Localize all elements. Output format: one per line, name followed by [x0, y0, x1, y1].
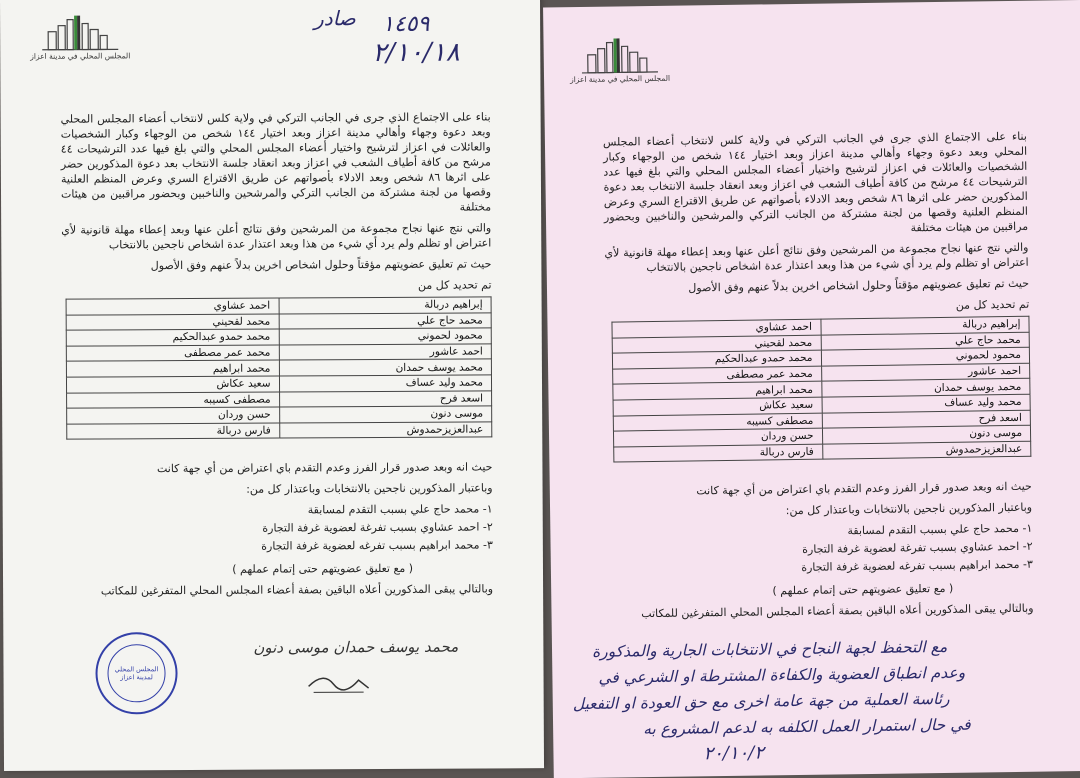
member-name-left-column: سعيد عكاش [613, 397, 822, 416]
member-name-left-column: حسن وردان [613, 428, 822, 447]
member-name-right-column: اسعد فرح [279, 390, 492, 407]
apology-item: ٣- محمد ابراهيم بسبب تفرغه لعضوية غرفة التجارة [63, 538, 493, 555]
member-name-right-column: محمد وليد عساف [822, 394, 1031, 413]
member-name-right-column: اسعد فرح [822, 410, 1031, 429]
member-name-left-column: محمد حمدو عبدالحكيم [66, 329, 279, 346]
suspension-paragraph: حيث تم تعليق عضويتهم مؤقتاً وحلول اشخاص اخرين بدلاً عنهم وفق الأصول [61, 256, 491, 273]
member-name-right-column: موسى دنون [822, 425, 1031, 444]
handwritten-note-date: ٢٠/١٠/٢ [703, 742, 764, 764]
handwritten-sader: صادر [314, 6, 356, 30]
apology-item: ٢- احمد عشاوي بسبب تفرغة لعضوية غرفة التجارة [63, 520, 493, 537]
apologies-intro: وباعتبار المذكورين ناجحين بالانتخابات وباعتذار كل من: [63, 481, 493, 498]
suspension-note: ( مع تعليق عضويتهم حتى إتمام عملهم ) [63, 561, 493, 578]
apology-item: ٣- محمد ابراهيم بسبب تفرغه لعضوية غرفة التجارة [609, 557, 1033, 578]
council-logo [30, 13, 130, 61]
results-paragraph: والتي نتج عنها نجاح مجموعة من المرشحين وفق نتائج أعلن عنها وبعد إعطاء مهلة قانونية لأي اعتراض او تظلم ولم يرد أي شيء من هذا وبعد اعتذار عدة اشخاص ناجحين بالانتخاب [604, 240, 1028, 276]
right-letter-body [603, 129, 1034, 628]
council-logo [569, 36, 670, 84]
member-name-right-column: احمد عاشور [279, 344, 492, 361]
member-name-right-column: محمد حاج علي [821, 332, 1030, 351]
table-row [67, 422, 492, 440]
member-name-right-column: عبدالعزيزحمدوش [279, 422, 492, 439]
member-name-right-column: عبدالعزيزحمدوش [822, 441, 1031, 460]
member-name-left-column: محمد حمدو عبدالحكيم [612, 350, 821, 369]
member-name-right-column: محمد وليد عساف [279, 375, 492, 392]
handwritten-date: ٢/١٠/١٨ [372, 38, 459, 68]
handwritten-reference-number: ١٤٥٩ [382, 12, 429, 37]
member-name-right-column: إبراهيم دربالة [820, 316, 1029, 335]
intro-paragraph: بناء على الاجتماع الذي جرى في الجانب التركي في ولاية كلس لانتخاب أعضاء المجلس المحلي وبعد دعوة وجهاء وأهالي مدينة اعزاز وبعد اختيار ١٤٤ شخص من الوجهاء وكبار الشخصيات والعائلات في اعزاز لترشيح واختيار أعضاء المجلس المحلي والتي بلغ فيها عدد الترشيحات ٤٤ مرشح من كافة أطياف الشعب في اعزاز وبعد انعقاد جلسة الانتخاب بعد دعوة المذكورين حضر على اثرها ٨٦ شخص وبعد الادلاء بأصواتهم عن طريق الاقتراع السري وعرض المنظم العلنية وقصها من لجنة مشتركة من الجانب التركي والمرشحين والناخبين وبحضور مراقبين من هيئات مختلفة [61, 109, 492, 216]
member-name-left-column: سعيد عكاش [66, 376, 279, 393]
member-name-left-column: محمد عمر مصطفى [613, 366, 822, 385]
city-skyline-logo-icon [40, 13, 120, 51]
member-name-right-column: احمد عاشور [821, 363, 1030, 382]
table-row [66, 359, 491, 377]
member-name-right-column: محمود لحموني [279, 328, 492, 345]
member-name-left-column: محمد عمر مصطفى [66, 345, 279, 362]
member-name-right-column: محمود لحموني [821, 347, 1030, 366]
member-name-left-column: حسن وردان [67, 407, 280, 424]
handwritten-note-line: مع التحفظ لجهة النجاح في الانتخابات الجارية والمذكورة [592, 638, 947, 661]
suspension-note: ( مع تعليق عضويتهم حتى إتمام عملهم ) [609, 580, 1033, 601]
closing-paragraph: وبالتالي يبقى المذكورين أعلاه الباقين بصفة أعضاء المجلس المحلي المتفرغين للمكاتب [63, 582, 493, 599]
results-paragraph: والتي نتج عنها نجاح مجموعة من المرشحين وفق نتائج أعلن عنها وبعد إعطاء مهلة قانونية لأي اعتراض او تظلم ولم يرد أي شيء من هذا وبعد اعتذار عدة اشخاص ناجحين بالانتخاب [61, 220, 491, 252]
handwritten-note-line: في حال استمرار العمل الكلفه به لدعم المشروع به [643, 716, 971, 739]
member-name-left-column: محمد لقحيني [612, 335, 821, 354]
official-stamp [95, 632, 177, 714]
right-document-page [543, 0, 1080, 778]
sorting-paragraph: حيث انه وبعد صدور قرار الفرز وعدم التقدم باي اعتراض من أي جهة كانت [608, 479, 1032, 500]
sorting-paragraph: حيث انه وبعد صدور قرار الفرز وعدم التقدم باي اعتراض من أي جهة كانت [62, 460, 492, 477]
handwritten-number [382, 12, 429, 37]
apology-item: ٢- احمد عشاوي بسبب تفرغة لعضوية غرفة التجارة [609, 539, 1033, 560]
intro-paragraph: بناء على الاجتماع الذي جرى في الجانب التركي في ولاية كلس لانتخاب أعضاء المجلس المحلي وبعد دعوة وجهاء وأهالي مدينة اعزاز وبعد اختيار ١٤٤ شخص من الوجهاء وكبار الشخصيات والعائلات في اعزاز لترشيح واختيار أعضاء المجلس المحلي والتي بلغ فيها عدد الترشيحات ٤٤ مرشح من كافة أطياف الشعب في اعزاز وبعد انعقاد جلسة الانتخاب بعد دعوة المذكورين حضر على اثرها ٨٦ شخص وبعد الادلاء بأصواتهم عن طريق الاقتراع السري وعرض المنظم العلنية وقصها من لجنة مشتركة من الجانب التركي والمرشحين والناخبين وبحضور مراقبين من هيئات مختلفة [603, 129, 1028, 240]
left-letter-body [61, 109, 494, 605]
suspension-paragraph: حيث تم تعليق عضويتهم مؤقتاً وحلول اشخاص اخرين بدلاً عنهم وفق الأصول [605, 276, 1029, 297]
left-document-page [0, 0, 544, 771]
handwritten-note-line: رئاسة العملية من جهة عامة اخرى مع حق العودة او التفعيل [573, 690, 950, 713]
logo-caption: المجلس المحلي في مدينة اعزاز [570, 74, 670, 84]
member-name-right-column: إبراهيم دربالة [279, 297, 492, 314]
member-name-right-column: محمد يوسف حمدان [279, 359, 492, 376]
apology-item: ١- محمد حاج علي بسبب التقدم لمسابقة [608, 521, 1032, 542]
apology-item: ١- محمد حاج علي بسبب التقدم لمسابقة [63, 502, 493, 519]
list-intro: تم تحديد كل من [61, 277, 491, 294]
logo-caption: المجلس المحلي في مدينة اعزاز [30, 51, 130, 61]
member-name-left-column: محمد لقحيني [66, 314, 279, 331]
member-name-right-column: محمد يوسف حمدان [821, 379, 1030, 398]
members-table [611, 316, 1031, 463]
members-table [66, 296, 493, 440]
signature-scribble-icon [303, 666, 373, 696]
handwritten-note-line: وعدم انطباق العضوية والكفاءة المشترطة او الشرعي في [598, 664, 965, 687]
member-name-left-column: فارس دربالة [614, 444, 823, 463]
list-intro: تم تحديد كل من [605, 297, 1029, 318]
member-name-right-column: موسى دنون [279, 406, 492, 423]
closing-paragraph: وبالتالي يبقى المذكورين أعلاه الباقين بصفة أعضاء المجلس المحلي المتفرغين للمكاتب [609, 601, 1033, 622]
apologies-intro: وباعتبار المذكورين ناجحين بالانتخابات وباعتذار كل من: [608, 500, 1032, 521]
member-name-left-column: محمد ابراهيم [66, 360, 279, 377]
member-name-right-column: محمد حاج علي [279, 313, 492, 330]
handwritten-signatures: محمد يوسف حمدان موسى دنون [253, 638, 458, 657]
member-name-left-column: محمد ابراهيم [613, 382, 822, 401]
city-skyline-logo-icon [579, 36, 660, 75]
member-name-left-column: مصطفى كسيبه [67, 392, 280, 409]
member-name-left-column: احمد عشاوي [66, 298, 279, 315]
stamp-text: المجلس المحلي لمدينة اعزاز [107, 644, 165, 702]
member-name-left-column: احمد عشاوي [612, 319, 821, 338]
member-name-left-column: مصطفى كسيبه [613, 413, 822, 432]
member-name-left-column: فارس دربالة [67, 423, 280, 440]
